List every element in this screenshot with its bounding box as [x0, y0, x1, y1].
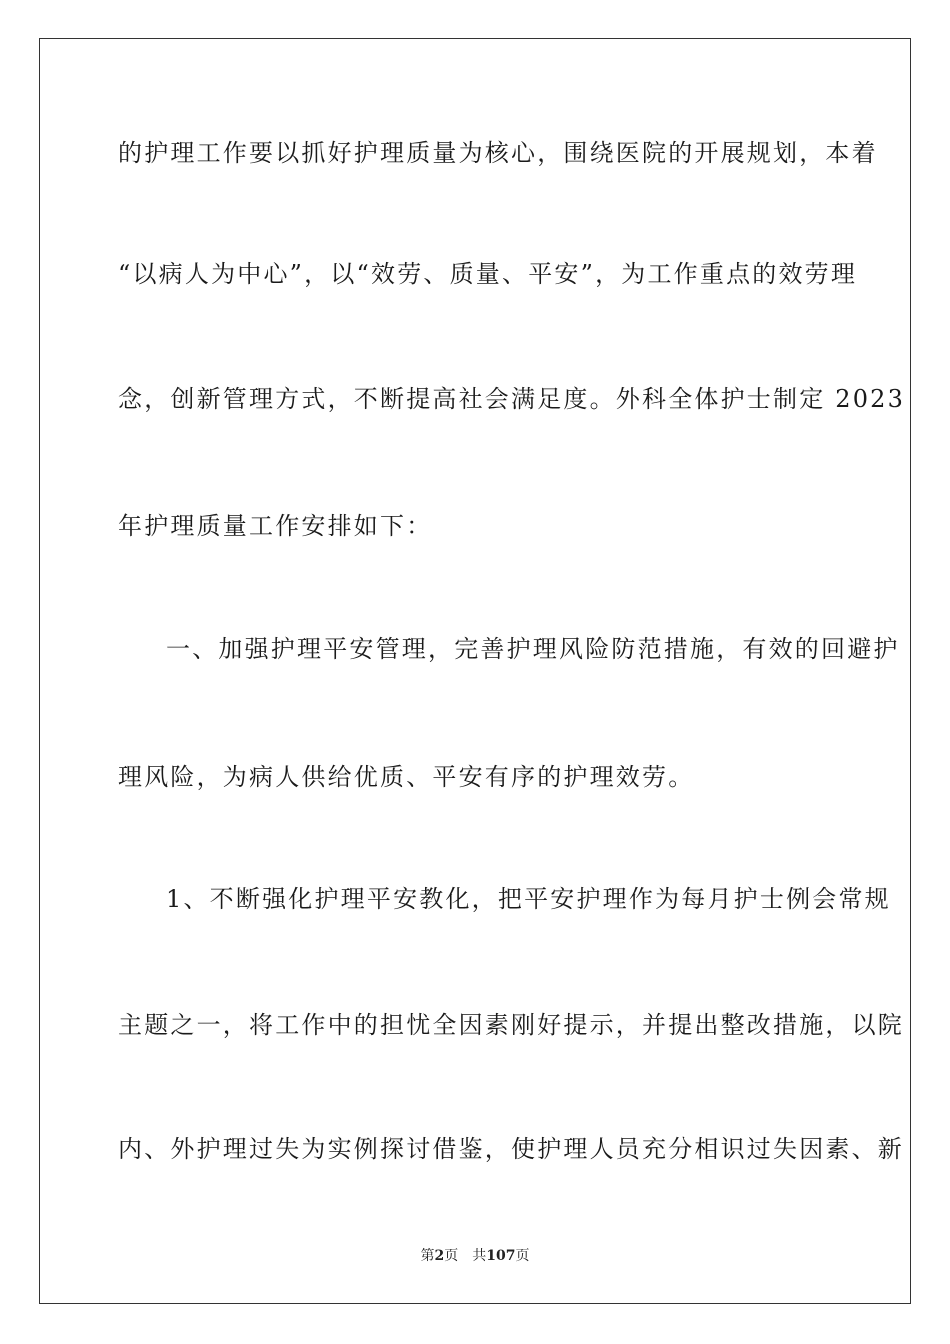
footer-page-suffix: 页	[444, 1248, 459, 1264]
page-footer	[0, 1246, 950, 1266]
footer-total-prefix: 共	[472, 1248, 487, 1264]
footer-total-number: 107	[486, 1248, 516, 1264]
body-line-6: 理风险，为病人供给优质、平安有序的护理效劳。	[118, 763, 695, 791]
body-line-8: 主题之一，将工作中的担忧全因素刚好提示，并提出整改措施，以院	[118, 1011, 904, 1039]
footer-page-number: 2	[434, 1248, 445, 1264]
body-line-4: 年护理质量工作安排如下：	[118, 512, 433, 540]
footer-total-suffix: 页	[515, 1248, 530, 1264]
body-line-5: 一、加强护理平安管理，完善护理风险防范措施，有效的回避护	[166, 635, 900, 663]
body-line-2: “以病人为中心”，以“效劳、质量、平安”，为工作重点的效劳理	[118, 260, 858, 288]
body-line-3: 念，创新管理方式，不断提高社会满足度。外科全体护士制定 2023	[118, 385, 906, 413]
footer-page-prefix: 第	[420, 1248, 435, 1264]
body-line-7: 1、不断强化护理平安教化，把平安护理作为每月护士例会常规	[166, 885, 891, 913]
body-line-9: 内、外护理过失为实例探讨借鉴，使护理人员充分相识过失因素、新	[118, 1135, 904, 1163]
page-border	[39, 38, 911, 1304]
body-line-1: 的护理工作要以抓好护理质量为核心，围绕医院的开展规划，本着	[118, 139, 878, 167]
